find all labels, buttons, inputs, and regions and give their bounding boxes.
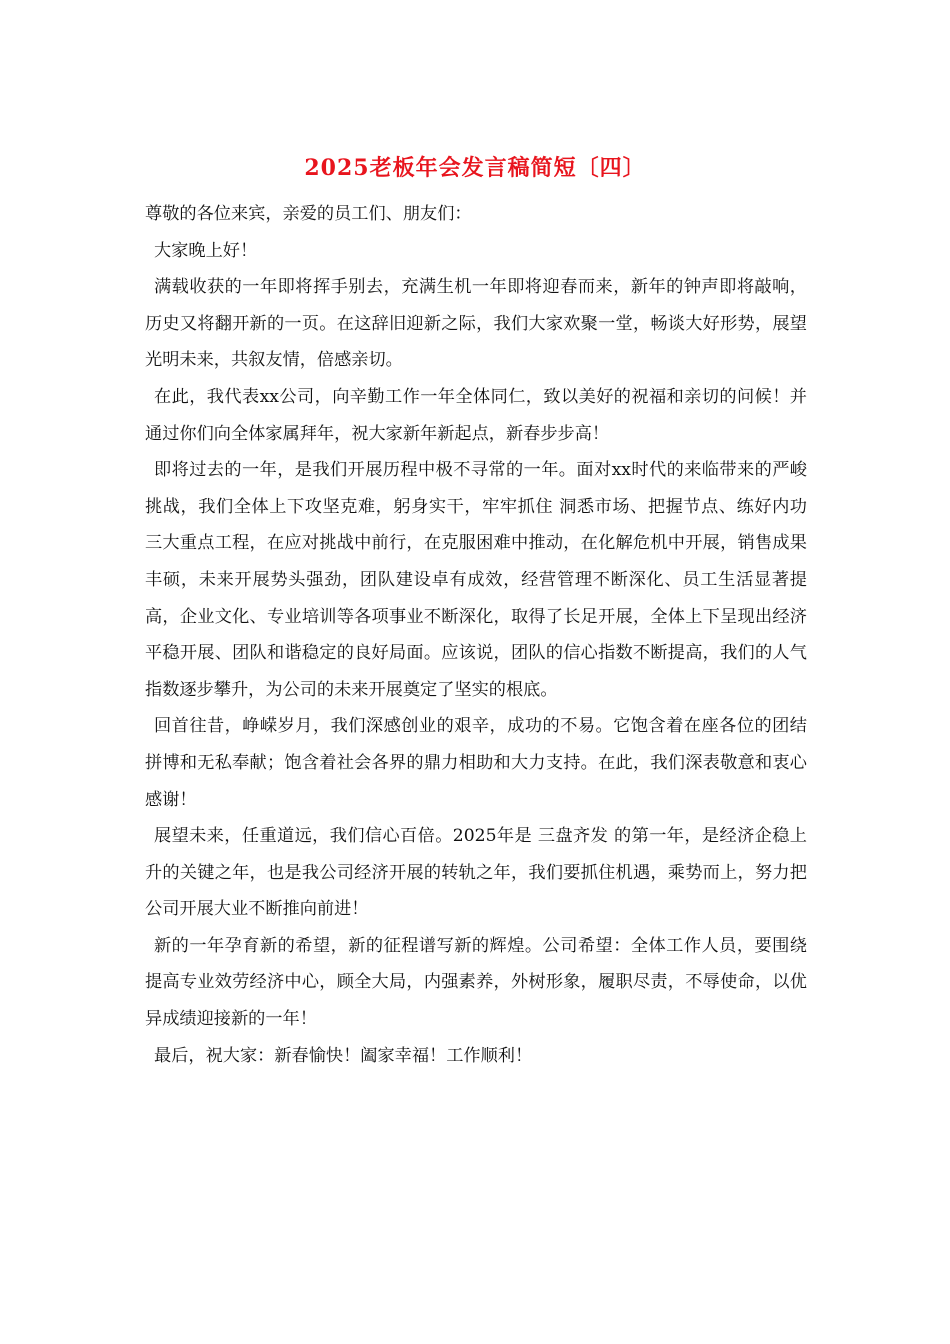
document-title: 2025老板年会发言稿简短〔四〕 <box>304 155 646 181</box>
document-body <box>145 196 807 1074</box>
paragraph-farewell-year: 满载收获的一年即将挥手别去，充满生机一年即将迎春而来，新年的钟声即将敲响，历史又将翻开新的一页。在这辞旧迎新之际，我们大家欢聚一堂，畅谈大好形势，展望光明未来，共叙友情，倍感亲切。 <box>145 277 807 371</box>
paragraph-looking-ahead: 展望未来，任重道远，我们信心百倍。2025年是 三盘齐发 的第一年，是经济企稳上升的关键之年，也是我公司经济开展的转轨之年，我们要抓住机遇，乘势而上，努力把公司开展大业不断推向前进！ <box>145 826 807 920</box>
paragraph-closing-wishes: 最后，祝大家：新春愉快！阖家幸福！工作顺利！ <box>154 1045 533 1066</box>
paragraph-greeting: 大家晚上好！ <box>154 240 258 261</box>
paragraph-year-review: 即将过去的一年，是我们开展历程中极不寻常的一年。面对xx时代的来临带来的严峻挑战，我们全体上下攻坚克难，躬身实干，牢牢抓住 洞悉市场、把握节点、练好内功 三大重点工程，在应对挑战中前行，在克服困难中推动，在化解危机中开展，销售成果丰硕，未来开展势头强劲，团队建设卓有成效，经营管理不断深化、员工生活显著提高，企业文化、专业培训等各项事业不断深化，取得了长足开展，全体上下呈现出经济平稳开展、团队和谐稳定的良好局面。应该说，团队的信心指数不断提高，我们的人气指数逐步攀升，为公司的未来开展奠定了坚实的根底。 <box>145 460 807 700</box>
paragraph-looking-back: 回首往昔，峥嵘岁月，我们深感创业的艰辛，成功的不易。它饱含着在座各位的团结拼博和无私奉献；饱含着社会各界的鼎力相助和大力支持。在此，我们深表敬意和衷心感谢！ <box>145 716 807 810</box>
paragraph-hopes: 新的一年孕育新的希望，新的征程谱写新的辉煌。公司希望：全体工作人员，要围绕提高专业效劳经济中心，顾全大局，内强素养，外树形象，履职尽责，不辱使命，以优异成绩迎接新的一年！ <box>145 935 807 1030</box>
paragraph-representative-greeting: 在此，我代表xx公司，向辛勤工作一年全体同仁，致以美好的祝福和亲切的问候！并通过你们向全体家属拜年，祝大家新年新起点，新春步步高！ <box>145 386 807 444</box>
salutation: 尊敬的各位来宾，亲爱的员工们、朋友们： <box>145 204 472 224</box>
